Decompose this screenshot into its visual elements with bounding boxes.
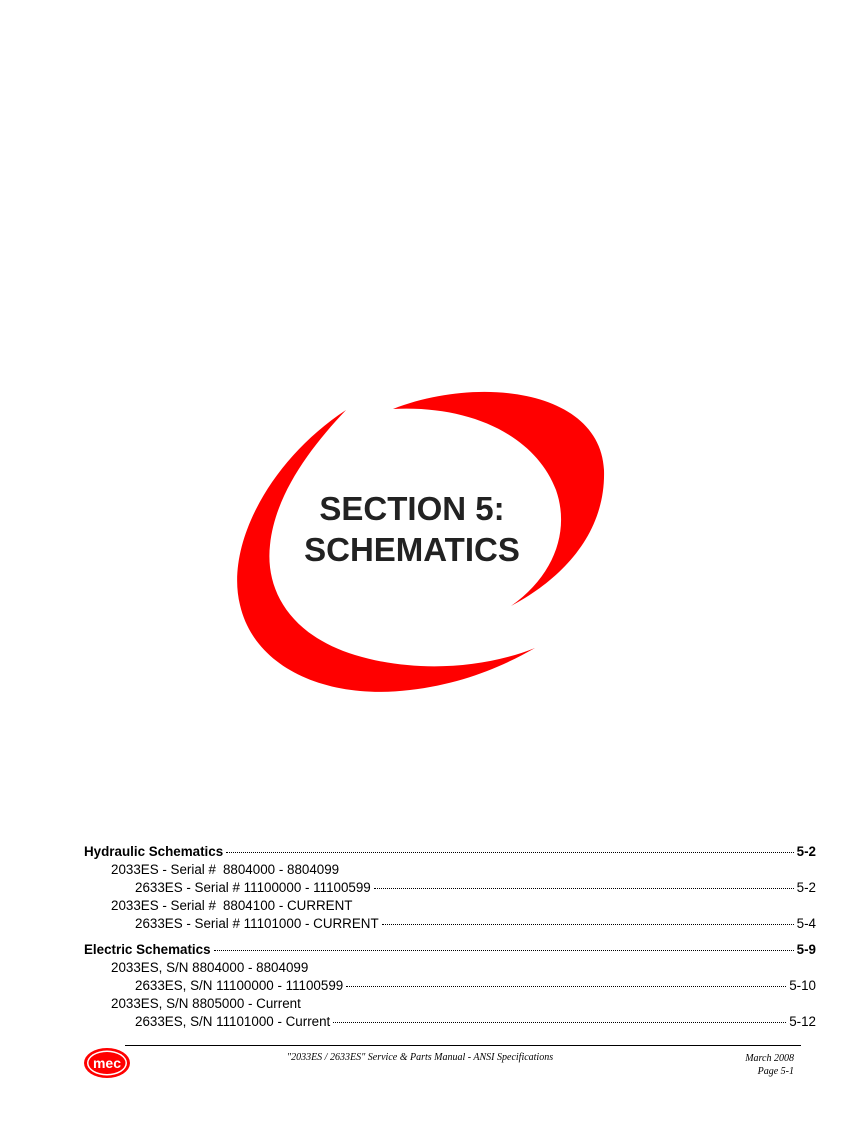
toc-page-number: 5-4 [796, 916, 816, 931]
toc-entry-label: 2633ES, S/N 11100000 - 11100599 [135, 978, 344, 993]
toc-leader [346, 986, 786, 987]
footer-manual-title: "2033ES / 2633ES" Service & Parts Manual - ANSI Specifications [286, 1052, 554, 1063]
toc-leader [214, 950, 794, 951]
toc-entry-line [84, 861, 816, 879]
table-of-contents [84, 843, 816, 1031]
toc-page-number: 5-2 [796, 880, 816, 895]
footer-date: March 2008 [745, 1053, 794, 1064]
toc-leader [333, 1022, 786, 1023]
toc-entry-serial: 8804100 - CURRENT [222, 898, 353, 913]
toc-entry-line [84, 959, 816, 977]
toc-entry-label: 2633ES, S/N 11101000 - Current [135, 1014, 331, 1029]
footer-rule [125, 1045, 801, 1046]
toc-entry-line [84, 995, 816, 1013]
toc-entry-label: 2633ES - Serial # 11100000 - 11100599 [135, 880, 371, 895]
mec-logo [83, 1047, 131, 1079]
toc-entry-model: 2033ES, S/N 8805000 - Current [111, 996, 301, 1011]
footer-meta [745, 1052, 794, 1078]
toc-page-number: 5-12 [789, 1014, 816, 1029]
toc-entry-model: 2033ES, S/N 8804000 - 8804099 [111, 960, 309, 975]
toc-entry[interactable] [84, 915, 816, 933]
toc-heading-hydraulic[interactable] [84, 843, 816, 861]
toc-page-number: 5-2 [796, 844, 816, 859]
toc-heading-electric[interactable] [84, 941, 816, 959]
toc-leader [226, 852, 793, 853]
toc-entry[interactable] [84, 879, 816, 897]
footer-page-number: Page 5-1 [757, 1066, 794, 1077]
toc-heading-label: Hydraulic Schematics [84, 844, 224, 859]
mec-logo-text: mec [92, 1055, 122, 1071]
toc-entry[interactable] [84, 977, 816, 995]
toc-entry-serial: 8804000 - 8804099 [222, 862, 340, 877]
toc-entry-label: 2633ES - Serial # 11101000 - CURRENT [135, 916, 379, 931]
section-title-line1: SECTION 5: [319, 490, 505, 527]
toc-page-number: 5-9 [796, 942, 816, 957]
toc-page-number: 5-10 [789, 978, 816, 993]
section-title [262, 488, 562, 570]
toc-entry-model: 2033ES - Serial # [111, 898, 216, 913]
toc-entry-line [84, 897, 816, 915]
toc-entry[interactable] [84, 1013, 816, 1031]
toc-leader [374, 888, 794, 889]
toc-entry-model: 2033ES - Serial # [111, 862, 216, 877]
toc-heading-label: Electric Schematics [84, 942, 211, 957]
section-title-line2: SCHEMATICS [304, 531, 520, 568]
toc-leader [382, 924, 794, 925]
